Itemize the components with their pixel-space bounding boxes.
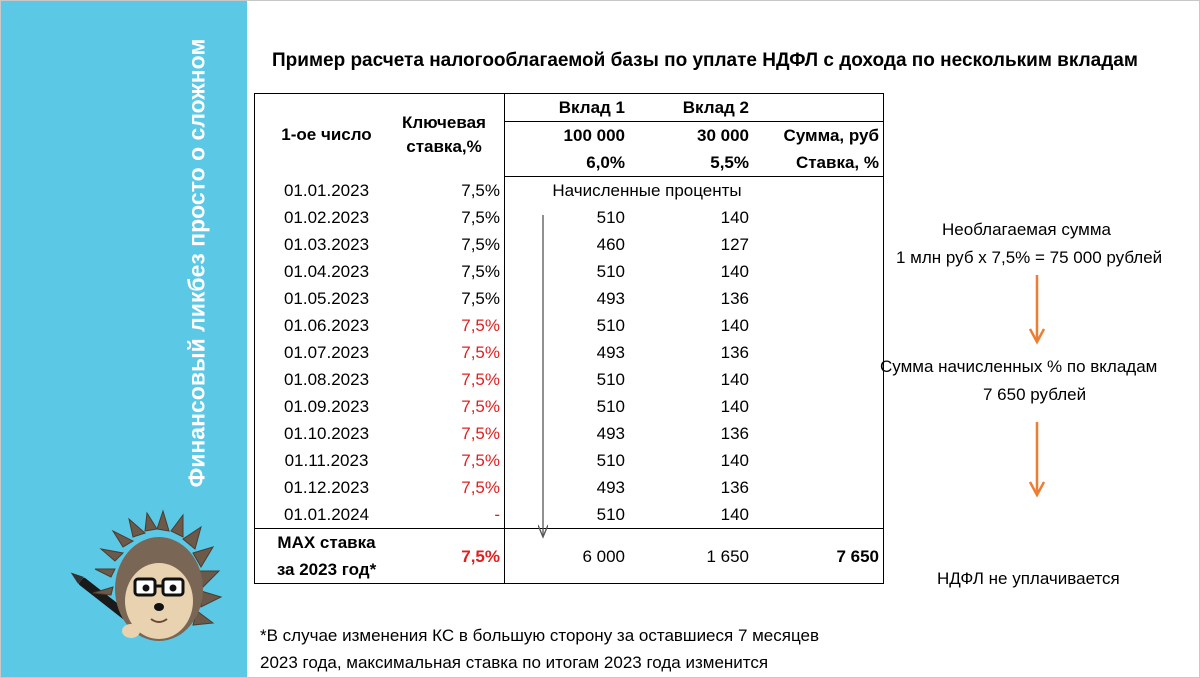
row-date: 01.06.2023 [255, 312, 385, 339]
row-date: 01.01.2023 [255, 177, 385, 205]
table-row [255, 501, 884, 529]
row-v2: 140 [720, 505, 749, 524]
row-rate: 7,5% [384, 420, 505, 447]
table-row [255, 366, 884, 393]
row-v1: 510 [596, 505, 625, 524]
exempt-title: Необлагаемая сумма [942, 220, 1111, 239]
row-sum [753, 447, 884, 474]
row-date: 01.01.2024 [255, 501, 385, 529]
footnote [260, 622, 819, 676]
header-rate-label: Ключевая ставка,% [402, 113, 486, 157]
page-title: Пример расчета налогооблагаемой базы по уплате НДФЛ с дохода по нескольким вкладам [272, 50, 1138, 71]
row-v1: 493 [596, 478, 625, 497]
total-title: Сумма начисленных % по вкладам [880, 357, 1158, 376]
row-v1: 460 [596, 235, 625, 254]
table-row [255, 177, 884, 205]
row-v2: 140 [720, 208, 749, 227]
table-row [255, 285, 884, 312]
row-sum [753, 204, 884, 231]
row-v2: 136 [720, 424, 749, 443]
header-rate1: 6,0% [505, 149, 630, 177]
row-v2: 140 [720, 397, 749, 416]
header-amount2: 30 000 [697, 126, 749, 145]
row-rate: 7,5% [384, 231, 505, 258]
header-amount1: 100 000 [563, 126, 625, 145]
table-row [255, 447, 884, 474]
row-v2: 140 [720, 370, 749, 389]
row-v1: 493 [596, 343, 625, 362]
row-rate: 7,5% [384, 204, 505, 231]
max-label-line2: за 2023 год* [276, 560, 377, 579]
row-sum [753, 420, 884, 447]
row-v1: 510 [596, 397, 625, 416]
row-rate: 7,5% [384, 339, 505, 366]
row-date: 01.12.2023 [255, 474, 385, 501]
row-rate: 7,5% [384, 393, 505, 420]
max-label-line1: MAX ставка [277, 533, 376, 552]
row-v1: 510 [596, 208, 625, 227]
header-sum-label: Сумма, руб [753, 122, 884, 150]
row-sum [753, 258, 884, 285]
row-date: 01.11.2023 [255, 447, 385, 474]
row-v1: 510 [596, 451, 625, 470]
table-row [255, 474, 884, 501]
row-v2: 140 [720, 262, 749, 281]
row-sum [753, 231, 884, 258]
row-rate: 7,5% [384, 312, 505, 339]
table-row [255, 312, 884, 339]
max-v2: 1 650 [629, 529, 753, 584]
row-v1: 493 [596, 289, 625, 308]
header-deposit2: Вклад 2 [629, 94, 753, 122]
orange-down-arrow-icon [1029, 275, 1045, 345]
row-sum [753, 339, 884, 366]
orange-down-arrow-icon-2 [1029, 422, 1045, 498]
table-row [255, 393, 884, 420]
row-v2: 136 [720, 343, 749, 362]
row-rate: 7,5% [384, 177, 505, 205]
row-v2: 136 [720, 478, 749, 497]
row-rate: 7,5% [384, 366, 505, 393]
row-sum [753, 501, 884, 529]
row-v1: 510 [596, 370, 625, 389]
total-value: 7 650 рублей [983, 385, 1087, 404]
footnote-line2: 2023 года, максимальная ставка по итогам 2023 года изменится [260, 653, 769, 672]
table-row [255, 231, 884, 258]
row-rate: 7,5% [384, 474, 505, 501]
header-deposit1: Вклад 1 [505, 94, 630, 122]
row-rate: 7,5% [384, 285, 505, 312]
row-rate: 7,5% [384, 447, 505, 474]
row-sum [753, 285, 884, 312]
header-date: 1-ое число [255, 94, 385, 177]
table-row [255, 420, 884, 447]
max-v1: 6 000 [505, 529, 630, 584]
table-row [255, 204, 884, 231]
header-rate-label2: Ставка, % [753, 149, 884, 177]
row-date: 01.02.2023 [255, 204, 385, 231]
row-sum [753, 312, 884, 339]
row-date: 01.03.2023 [255, 231, 385, 258]
row-v2: 136 [720, 289, 749, 308]
row-v2: 127 [720, 235, 749, 254]
footnote-line1: *В случае изменения КС в большую сторону за оставшиеся 7 месяцев [260, 626, 819, 645]
row-v1: 510 [596, 316, 625, 335]
row-date: 01.04.2023 [255, 258, 385, 285]
row-date: 01.08.2023 [255, 366, 385, 393]
deposit-table [254, 93, 884, 584]
row-sum [753, 366, 884, 393]
max-sum: 7 650 [753, 529, 884, 584]
row-sum [753, 474, 884, 501]
max-rate: 7,5% [384, 529, 505, 584]
row-date: 01.09.2023 [255, 393, 385, 420]
hedgehog-mascot-icon [67, 509, 247, 677]
sidebar-title: Финансовый ликбез просто о сложном [183, 38, 210, 488]
row-sum [753, 177, 884, 205]
header-rate2: 5,5% [629, 149, 753, 177]
down-arrow-icon [538, 215, 548, 540]
row-v2: 140 [720, 316, 749, 335]
max-label [255, 529, 385, 584]
row-date: 01.07.2023 [255, 339, 385, 366]
header-empty [753, 94, 884, 122]
row-sum [753, 393, 884, 420]
row-v1: 510 [596, 262, 625, 281]
accrued-interest-label: Начисленные проценты [552, 181, 742, 200]
row-rate: - [384, 501, 505, 529]
header-rate [384, 94, 505, 177]
table-body [255, 177, 884, 529]
sidebar [1, 1, 247, 677]
exempt-formula: 1 млн руб х 7,5% = 75 000 рублей [896, 248, 1163, 267]
result-text: НДФЛ не уплачивается [937, 569, 1120, 588]
row-v1: 493 [596, 424, 625, 443]
row-date: 01.05.2023 [255, 285, 385, 312]
row-v2: 140 [720, 451, 749, 470]
row-date: 01.10.2023 [255, 420, 385, 447]
table-row [255, 258, 884, 285]
row-rate: 7,5% [384, 258, 505, 285]
table-row [255, 339, 884, 366]
